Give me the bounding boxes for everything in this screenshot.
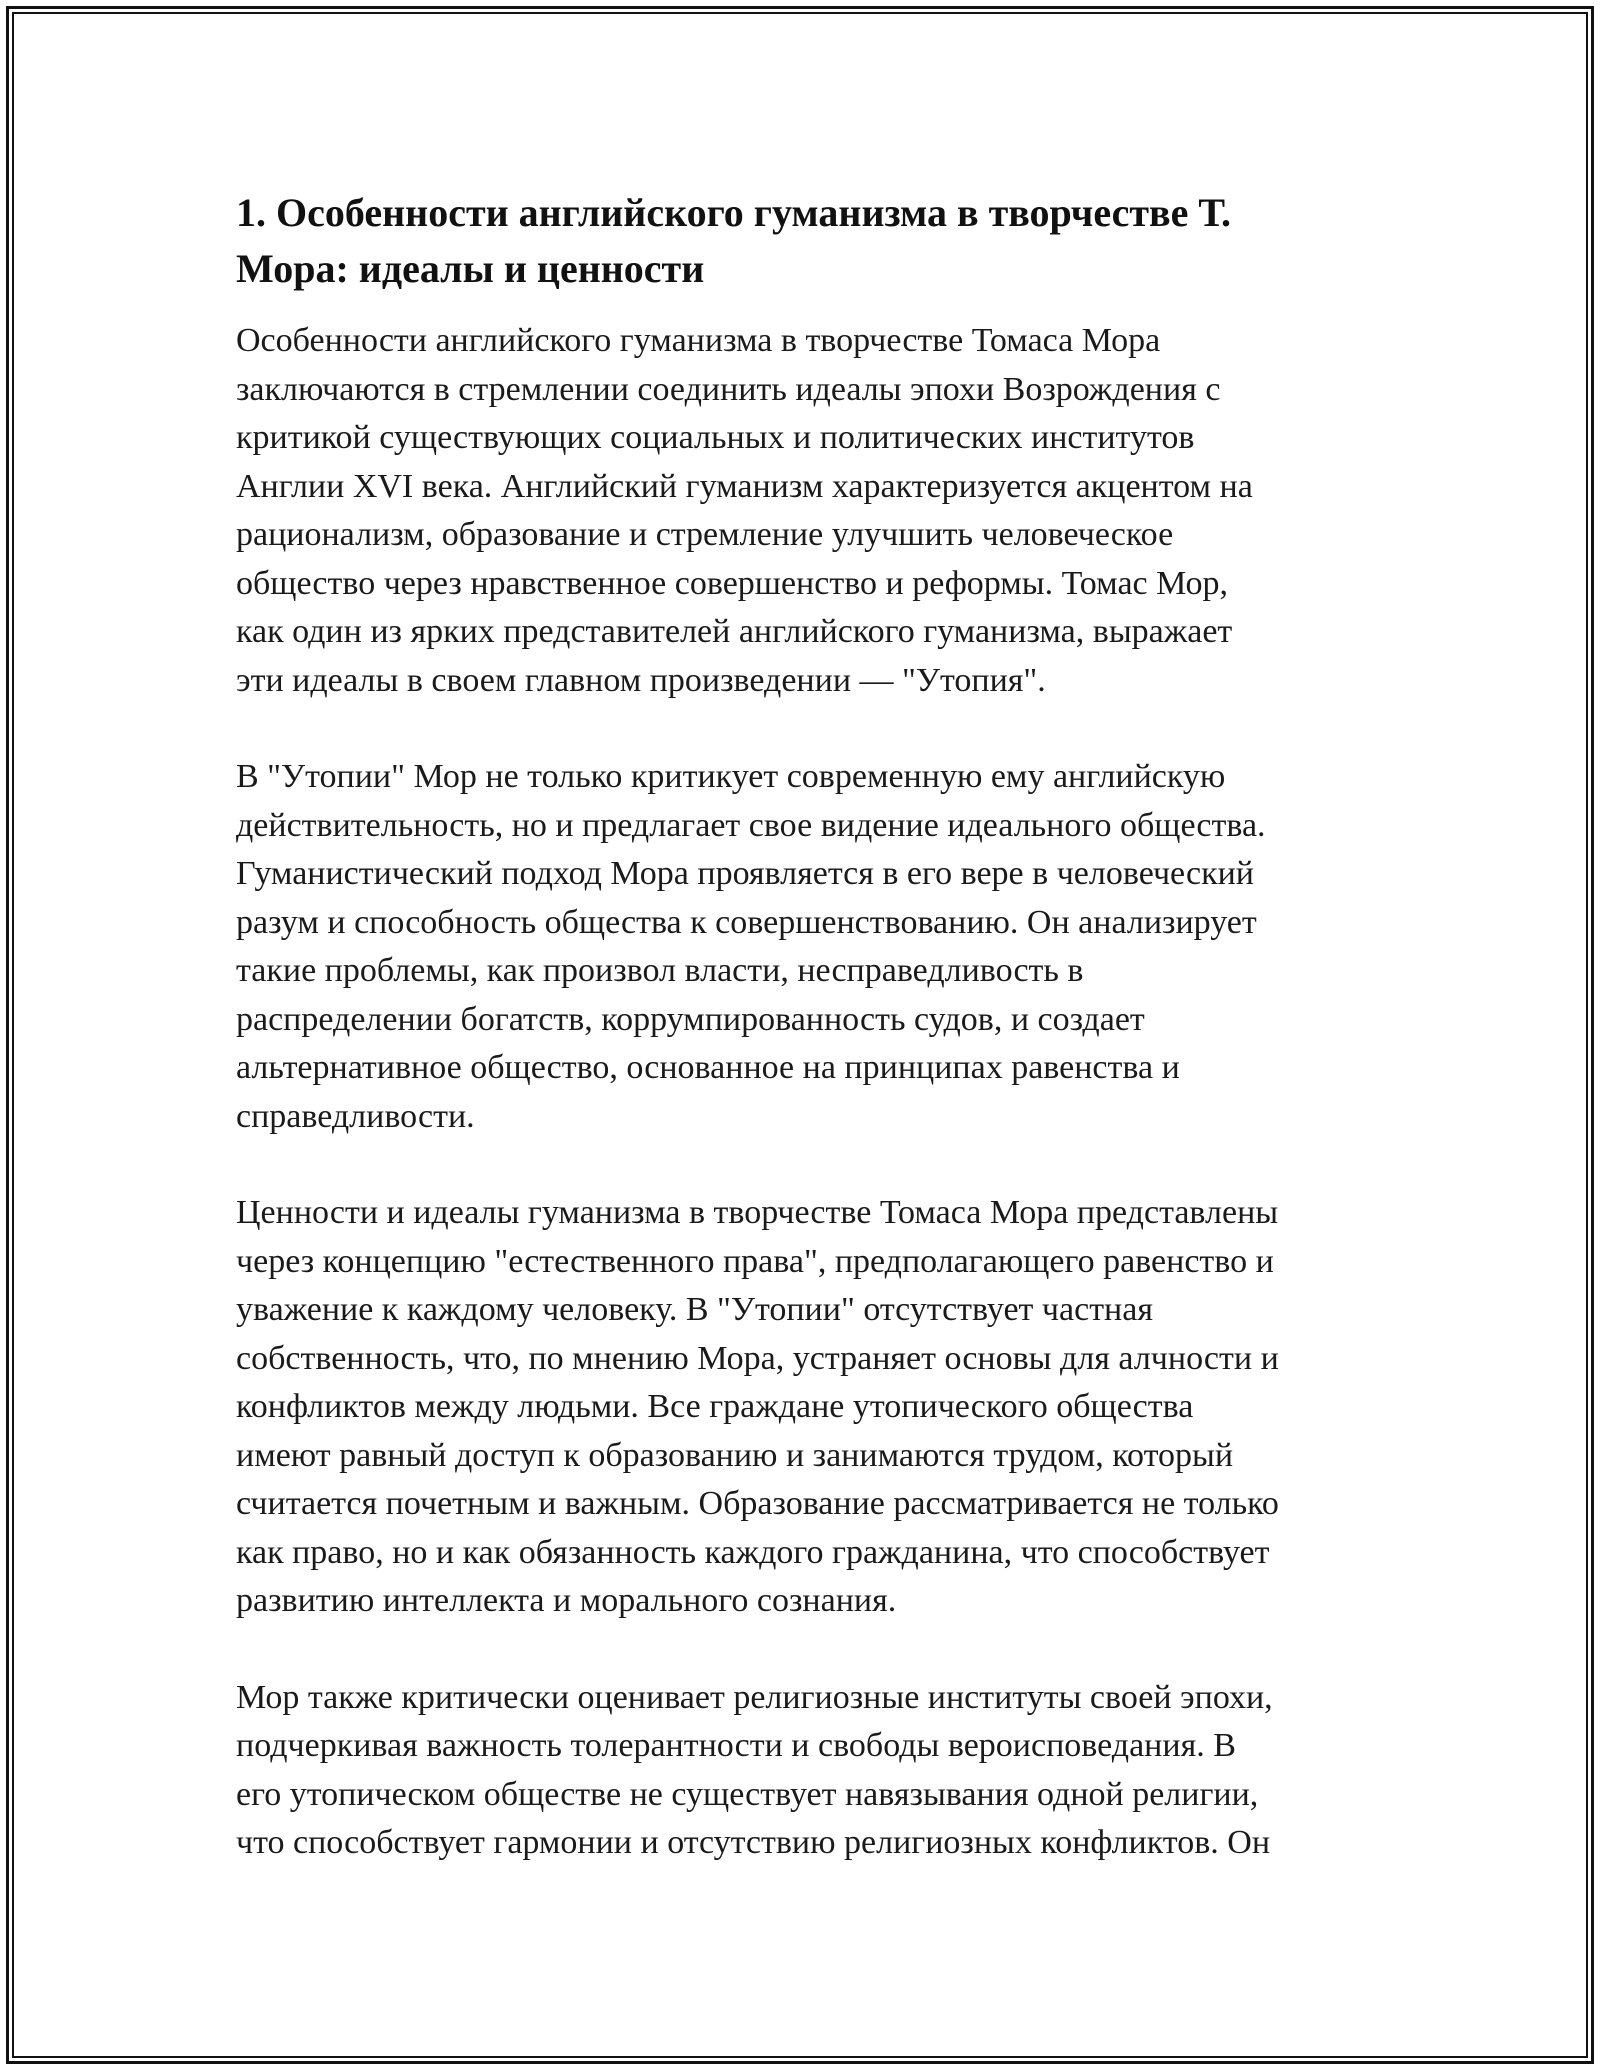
paragraph-3 bbox=[236, 1189, 1376, 1626]
text-line: собственность, что, по мнению Мора, устраняет основы для алчности и bbox=[236, 1339, 1279, 1377]
text-line: распределении богатств, коррумпированность судов, и создает bbox=[236, 1000, 1145, 1038]
text-line: Гуманистический подход Мора проявляется в его вере в человеческий bbox=[236, 855, 1254, 892]
text-line: Мор также критически оценивает религиозные институты своей эпохи, bbox=[236, 1678, 1273, 1716]
text-line: рационализм, образование и стремление улучшить человеческое bbox=[236, 516, 1174, 553]
text-line: уважение к каждому человеку. В "Утопии" отсутствует частная bbox=[236, 1291, 1153, 1328]
document-page bbox=[236, 185, 1376, 1916]
text-line: подчеркивая важность толерантности и свободы вероисповедания. В bbox=[236, 1727, 1236, 1764]
text-line: действительность, но и предлагает свое видение идеального общества. bbox=[236, 806, 1266, 844]
text-line: заключаются в стремлении соединить идеалы эпохи Возрождения с bbox=[236, 370, 1221, 408]
text-line: Англии XVI века. Английский гуманизм характеризуется акцентом на bbox=[236, 467, 1253, 505]
heading-line: Мора: идеалы и ценности bbox=[236, 246, 705, 291]
paragraph-1 bbox=[236, 317, 1376, 705]
text-line: Ценности и идеалы гуманизма в творчестве Томаса Мора представлены bbox=[236, 1194, 1279, 1231]
text-line: что способствует гармонии и отсутствию религиозных конфликтов. Он bbox=[236, 1824, 1271, 1861]
heading-line: 1. Особенности английского гуманизма в творчестве Т. bbox=[236, 190, 1232, 235]
text-line: конфликтов между людьми. Все граждане утопического общества bbox=[236, 1388, 1194, 1425]
text-line: общество через нравственное совершенство и реформы. Томас Мор, bbox=[236, 564, 1229, 602]
text-line: эти идеалы в своем главном произведении — "Утопия". bbox=[236, 661, 1046, 699]
text-line: критикой существующих социальных и политических институтов bbox=[236, 419, 1195, 456]
text-line: В "Утопии" Мор не только критикует современную ему английскую bbox=[236, 758, 1226, 795]
paragraph-2 bbox=[236, 753, 1376, 1141]
paragraph-4 bbox=[236, 1674, 1376, 1868]
text-line: считается почетным и важным. Образование рассматривается не только bbox=[236, 1485, 1279, 1522]
text-line: его утопическом обществе не существует навязывания одной религии, bbox=[236, 1775, 1259, 1813]
text-line: справедливости. bbox=[236, 1097, 475, 1135]
text-line: через концепцию "естественного права", предполагающего равенство и bbox=[236, 1242, 1274, 1280]
text-line: как один из ярких представителей английского гуманизма, выражает bbox=[236, 613, 1233, 650]
section-heading bbox=[236, 185, 1376, 297]
text-line: альтернативное общество, основанное на принципах равенства и bbox=[236, 1049, 1180, 1086]
text-line: Особенности английского гуманизма в творчестве Томаса Мора bbox=[236, 322, 1161, 359]
text-line: такие проблемы, как произвол власти, несправедливость в bbox=[236, 952, 1084, 989]
text-line: развитию интеллекта и морального сознания. bbox=[236, 1582, 897, 1619]
text-line: имеют равный доступ к образованию и занимаются трудом, который bbox=[236, 1436, 1234, 1474]
text-line: как право, но и как обязанность каждого гражданина, что способствует bbox=[236, 1533, 1270, 1571]
text-line: разум и способность общества к совершенствованию. Он анализирует bbox=[236, 903, 1257, 941]
